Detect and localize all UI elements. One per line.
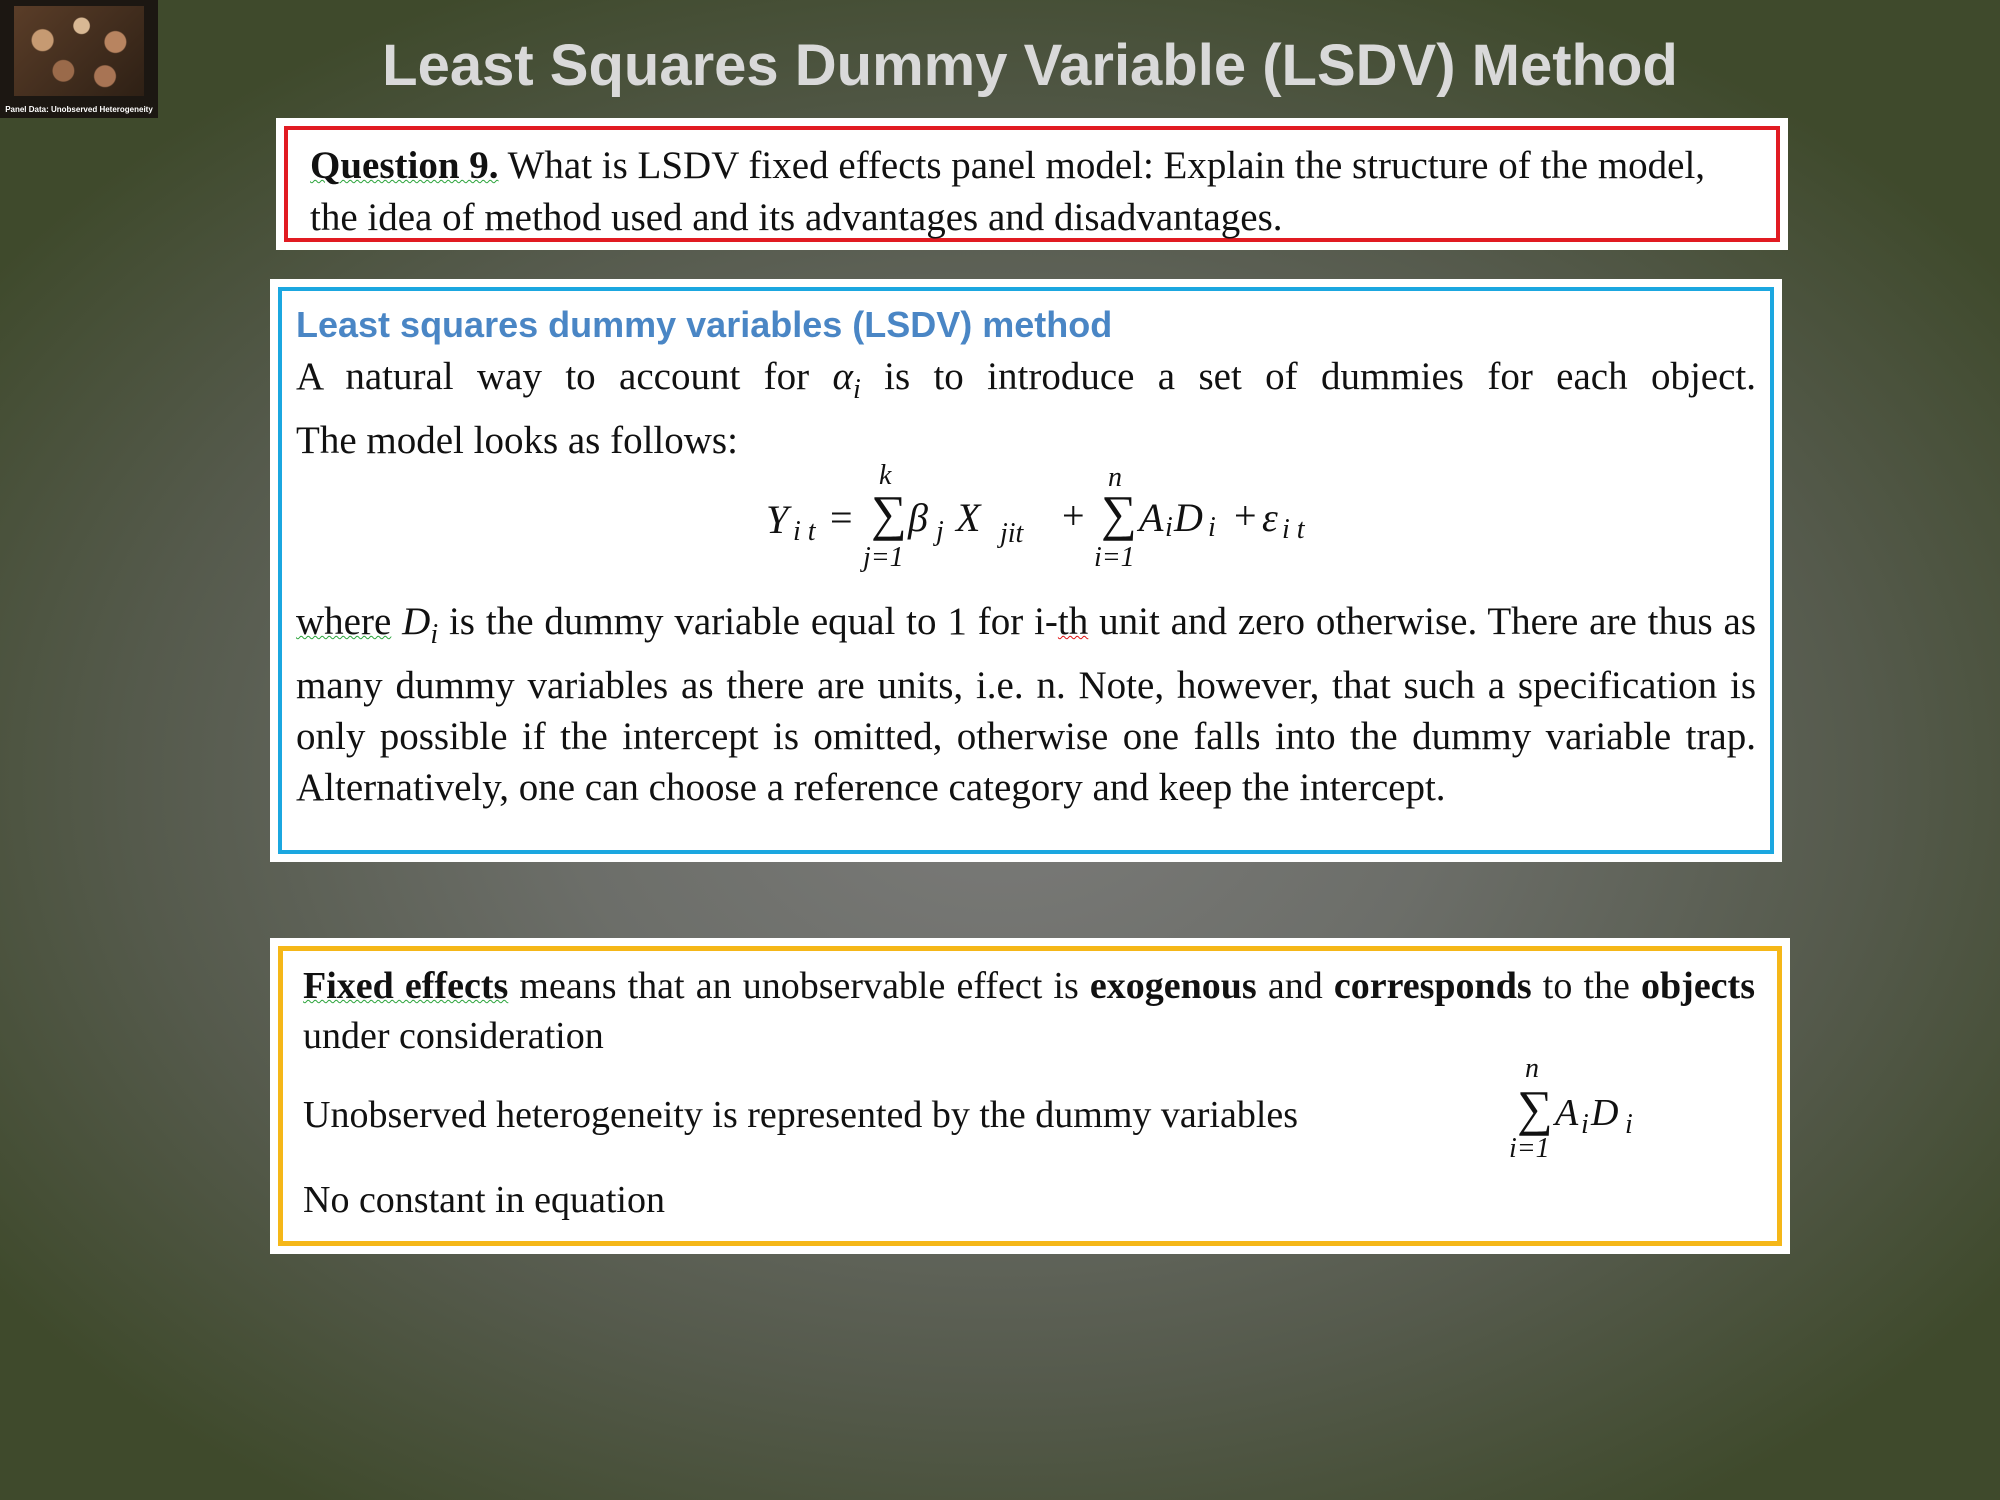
logo-photo — [14, 6, 144, 96]
method-box — [270, 279, 1782, 862]
fixed-effects-definition: Fixed effects means that an unobservable effect is exogenous and corresponds to the objects under consideration — [303, 965, 1755, 1057]
logo — [0, 0, 158, 118]
question-text — [284, 126, 1780, 242]
question-box — [276, 118, 1788, 250]
method-intro: A natural way to account for $\alpha_i$ is to introduce a set of dummies for each object. — [296, 355, 1757, 405]
method-intro-2: The model looks as follows: — [296, 418, 738, 462]
heterogeneity-line: Unobserved heterogeneity is represented by the dummy variables n ∑ i=1 A i D i — [303, 1053, 1633, 1164]
logo-caption: Panel Data: Unobserved Heterogeneity — [5, 105, 153, 114]
method-heading: Least squares dummy variables (LSDV) method — [296, 304, 1113, 345]
slide-title: Least Squares Dummy Variable (LSDV) Method — [382, 33, 1678, 98]
lsdv-equation: Y i t = k ∑ j=1 β j X jit + n ∑ i=1 A i D i + ε i t — [766, 459, 1305, 573]
question-body: What is LSDV fixed effects panel model: Explain the structure of the model, the idea of method used and its advantages and disadvantages. — [310, 144, 1706, 239]
fixed-effects-box — [270, 938, 1790, 1254]
method-explanation: where $D_i$ is the dummy variable equal to 1 for i-th unit and zero otherwise. There are thus as many dummy variables as there are units, i.e. n. Note, however, that such a specification is only possible if the intercept is omitted, otherwise one falls into the dummy variable trap. Alternatively, one can choose a reference category and keep the intercept. — [296, 599, 1756, 809]
no-constant-line: No constant in equation — [303, 1179, 665, 1221]
question-label: Question 9. — [310, 144, 499, 187]
